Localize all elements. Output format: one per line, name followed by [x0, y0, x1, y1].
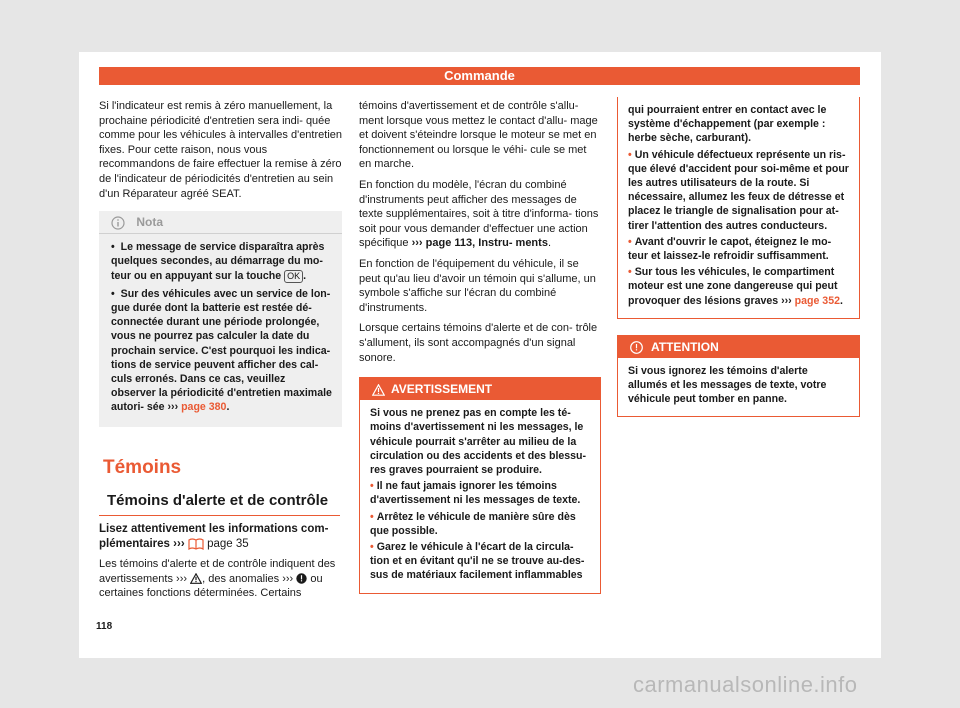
ok-key: OK [284, 270, 303, 283]
warning-bullet: • Un véhicule défectueux représente un ris- que élevé d'accident pour soi-même et pour les autres utilisateurs de la route. Si nécessaire, allumez les feux de détresse et placez le triangle de signalisation pour at- tirer l'attention des autres conducteurs. [628, 148, 849, 232]
page-reference-link[interactable]: ››› page 113, Instru- ments [411, 237, 548, 250]
body-paragraph: En fonction du modèle, l'écran du combiné d'instruments peut afficher des messages de texte supplémentaires, soit à titre d'informa- tions soit pour vous demander d'effectuer une action spécifique ››› page 113, Instru- ments. [359, 178, 599, 250]
note-box [99, 211, 342, 426]
section-title: Témoins [103, 457, 182, 478]
note-title: Nota [136, 215, 164, 230]
subsection-title: Témoins d'alerte et de contrôle [107, 492, 329, 509]
warning-continuation: qui pourraient entrer en contact avec le système d'échappement (par exemple : herbe sèche, carburant). [628, 104, 827, 145]
warning-icon [372, 382, 385, 396]
info-circle-icon [630, 340, 643, 354]
warning-title: AVERTISSEMENT [391, 382, 493, 397]
warning-bullet: • Garez le véhicule à l'écart de la circula- tion et en évitant qu'il ne se trouve au-des- sus de matériaux facilement inflammables [370, 540, 585, 582]
page-reference-link[interactable]: ››› page 380 [167, 401, 227, 414]
warning-box [359, 377, 601, 593]
warning-bullet: • Avant d'ouvrir le capot, éteignez le mo- teur et laissez-le refroidir suffisamment. [628, 235, 832, 263]
column-left [99, 99, 342, 427]
warning-intro: Si vous ne prenez pas en compte les té- moins d'avertissement ni les messages, le véhicule pourrait s'arrêter au milieu de la circulation ou des accidents et des blessu- res graves pourraient se produire. [370, 407, 587, 476]
body-paragraph: Lorsque certains témoins d'alerte et de con- trôle s'allument, ils sont accompagnés d'un signal sonore. [359, 322, 598, 364]
page-number: 118 [96, 621, 113, 632]
note-body [99, 234, 342, 426]
warning-icon [190, 573, 202, 585]
book-icon [188, 538, 204, 550]
subsection-divider [99, 515, 340, 516]
body-paragraph: témoins d'avertissement et de contrôle s'allu- ment lorsque vous mettez le contact d'allu- mage et doivent s'éteindre lorsque le moteur se met en fonctionnement ou lorsque le véhi- cule se met en marche. [359, 100, 598, 171]
watermark: carmanualsonline.info [633, 672, 858, 697]
page-reference-link[interactable]: page 35 [207, 537, 249, 550]
attention-header [618, 336, 859, 358]
warning-box-continued [617, 97, 860, 319]
info-filled-icon [296, 573, 307, 585]
chapter-header: Commande [99, 67, 860, 85]
warning-body-continued [618, 97, 859, 318]
note-item: • Sur des véhicules avec un service de lon- gue durée dont la batterie est restée dé- connectée durant une période prolongée, vous ne pourrez pas calculer la date du prochain service. C'est pourquoi les indica- tions de service peuvent afficher des cal- culs erronés. Dans ce cas, veuillez observer la périodicité d'entretien maximale autori- sée ››› page 380. [111, 287, 332, 414]
column-middle [359, 99, 601, 594]
note-item: • Le message de service disparaîtra après quelques secondes, au démarrage du mo- teur ou en appuyant sur la touche OK . [111, 241, 325, 282]
column-left-lower [99, 522, 342, 607]
body-paragraph: En fonction de l'équipement du véhicule, il se peut qu'au lieu d'avoir un témoin qui s'allume, un symbole s'affiche sur l'écran du combiné d'instruments. [359, 257, 596, 314]
info-icon [111, 215, 128, 229]
attention-box [617, 335, 860, 418]
intro-paragraph: Si l'indicateur est remis à zéro manuellement, la prochaine périodicité d'entretien sera indi- quée comme pour les véhicules à intervalles d'entretien fixes. Pour cette raison, nous vous recommandons de faire effectuer la remise à zéro de l'indicateur de périodicités d'entretien au sein d'un Réparateur agréé SEAT. [99, 100, 342, 200]
warning-bullet: • Arrêtez le véhicule de manière sûre dès que possible. [370, 510, 576, 537]
body-paragraph: Les témoins d'alerte et de contrôle indiquent des avertissements ››› , des anomalies ››› ou certaines fonctions déterminées. Certains [99, 558, 336, 600]
lead-paragraph: Lisez attentivement les informations com- plémentaires ››› page 35 [99, 523, 329, 550]
page-reference-link[interactable]: ››› page 352 [781, 294, 840, 307]
attention-title: ATTENTION [651, 339, 719, 354]
warning-bullet: • Il ne faut jamais ignorer les témoins d'avertissement ni les messages de texte. [370, 480, 581, 507]
note-header [99, 211, 342, 234]
attention-body: Si vous ignorez les témoins d'alerte allumés et les messages de texte, votre véhicule peut tomber en panne. [628, 364, 827, 406]
column-right [617, 97, 860, 417]
warning-body [360, 400, 600, 592]
warning-bullet: • Sur tous les véhicules, le compartiment moteur est une zone dangereuse qui peut provoquer des lésions graves ››› page 352. [628, 266, 843, 307]
warning-header [360, 378, 600, 400]
